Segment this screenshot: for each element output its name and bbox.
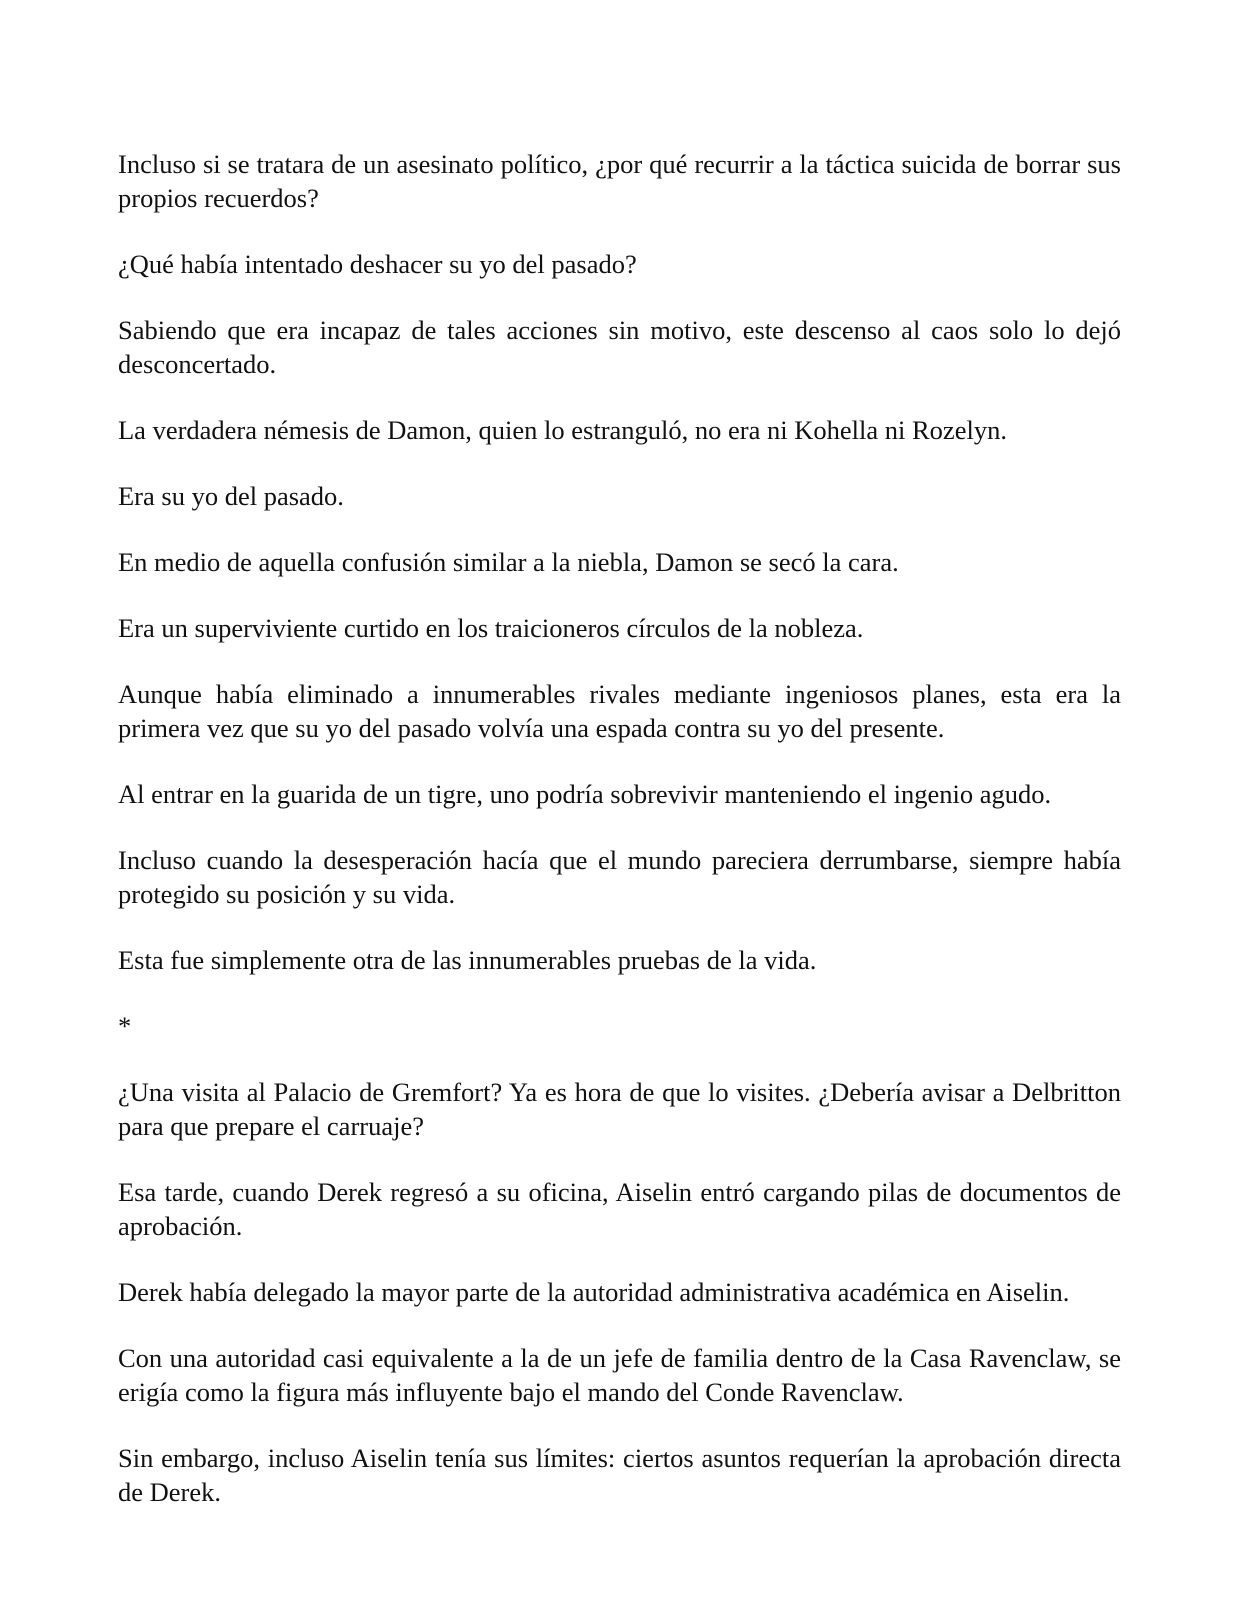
paragraph: Incluso si se tratara de un asesinato político, ¿por qué recurrir a la táctica suicida de borrar sus propios recuerdos?: [118, 149, 1121, 213]
paragraph: Derek había delegado la mayor parte de la autoridad administrativa académica en Aiselin.: [118, 1277, 1070, 1307]
page-body: [118, 147, 1121, 1541]
section-separator: *: [118, 1011, 132, 1041]
paragraph: Aunque había eliminado a innumerables rivales mediante ingeniosos planes, esta era la primera vez que su yo del pasado volvía una espada contra su yo del presente.: [118, 679, 1121, 743]
paragraph: En medio de aquella confusión similar a la niebla, Damon se secó la cara.: [118, 547, 899, 577]
paragraph: Con una autoridad casi equivalente a la de un jefe de familia dentro de la Casa Ravenclaw, se erigía como la figura más influyente bajo el mando del Conde Ravenclaw.: [118, 1343, 1121, 1407]
paragraph: Era su yo del pasado.: [118, 481, 344, 511]
paragraph: Sabiendo que era incapaz de tales acciones sin motivo, este descenso al caos solo lo dejó desconcertado.: [118, 315, 1121, 379]
paragraph: Al entrar en la guarida de un tigre, uno podría sobrevivir manteniendo el ingenio agudo.: [118, 779, 1052, 809]
paragraph: Sin embargo, incluso Aiselin tenía sus límites: ciertos asuntos requerían la aprobación directa de Derek.: [118, 1443, 1121, 1507]
paragraph: ¿Una visita al Palacio de Gremfort? Ya es hora de que lo visites. ¿Debería avisar a Delbritton para que prepare el carruaje?: [118, 1077, 1121, 1141]
paragraph: Esta fue simplemente otra de las innumerables pruebas de la vida.: [118, 945, 817, 975]
paragraph: La verdadera némesis de Damon, quien lo estranguló, no era ni Kohella ni Rozelyn.: [118, 415, 1007, 445]
paragraph: Incluso cuando la desesperación hacía que el mundo pareciera derrumbarse, siempre había protegido su posición y su vida.: [118, 845, 1121, 909]
paragraph: Esa tarde, cuando Derek regresó a su oficina, Aiselin entró cargando pilas de documentos de aprobación.: [118, 1177, 1121, 1241]
paragraph: Era un superviviente curtido en los traicioneros círculos de la nobleza.: [118, 613, 864, 643]
paragraph: ¿Qué había intentado deshacer su yo del pasado?: [118, 249, 637, 279]
